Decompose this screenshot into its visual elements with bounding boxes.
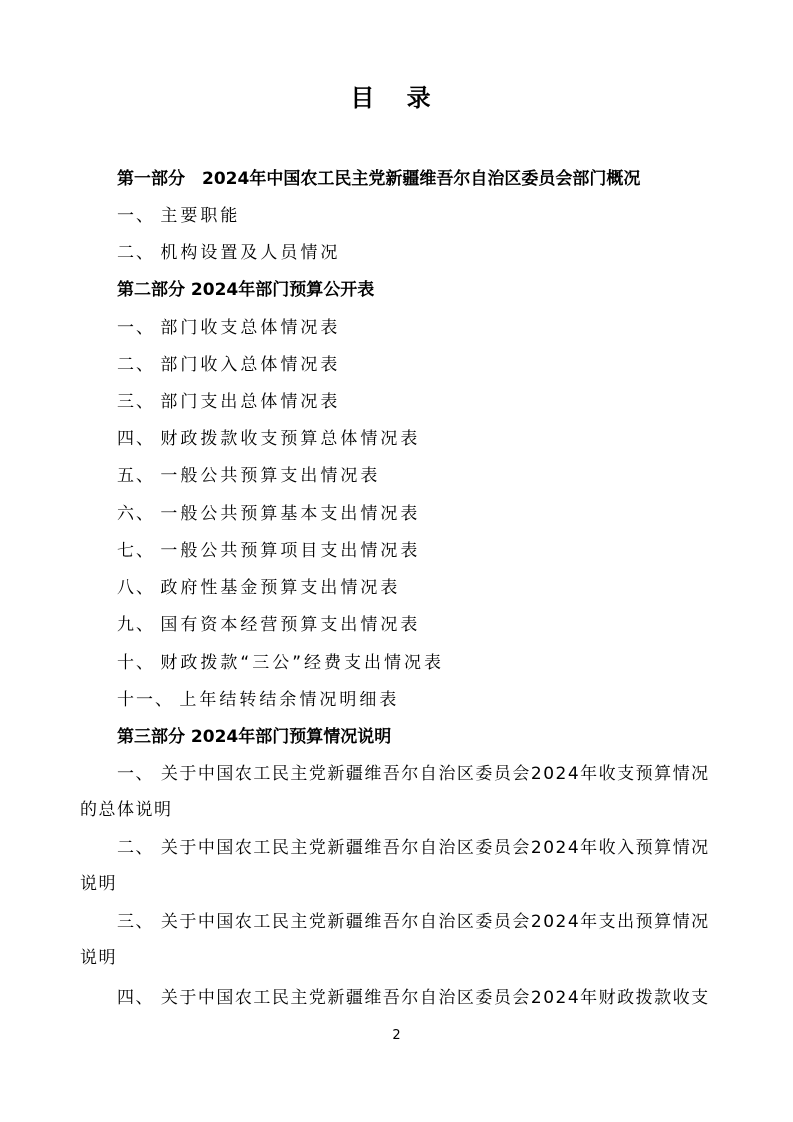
toc-item-number: 十、 (117, 653, 155, 673)
toc-item (117, 502, 420, 526)
toc-item-text: 主要职能 (160, 206, 241, 226)
toc-item-number: 八、 (117, 578, 155, 598)
toc-item-text: 机构设置及人员情况 (160, 243, 341, 263)
toc-item (117, 241, 340, 265)
toc-item-number: 二、 (117, 243, 155, 263)
toc-item (117, 316, 340, 340)
toc-paragraph: 二、 关于中国农工民主党新疆维吾尔自治区委员会2024年收入预算情况说明 (80, 838, 710, 894)
toc-item-text: 一般公共预算项目支出情况表 (160, 541, 421, 561)
toc-item-number: 二、 (117, 355, 155, 375)
toc-paragraph: 一、 关于中国农工民主党新疆维吾尔自治区委员会2024年收支预算情况的总体说明 (80, 764, 710, 820)
toc-item-text: 一般公共预算支出情况表 (160, 466, 381, 486)
toc-item-text: 国有资本经营预算支出情况表 (160, 615, 421, 635)
toc-title: 目 录 (350, 84, 443, 112)
toc-item (117, 353, 340, 377)
part1-heading: 第一部分 2024年中国农工民主党新疆维吾尔自治区委员会部门概况 (117, 169, 641, 189)
toc-item (117, 390, 340, 414)
toc-paragraph: 四、 关于中国农工民主党新疆维吾尔自治区委员会2024年财政拨款收支 (117, 988, 710, 1008)
toc-item (117, 651, 444, 675)
toc-item (117, 427, 420, 451)
toc-paragraph: 三、 关于中国农工民主党新疆维吾尔自治区委员会2024年支出预算情况说明 (80, 912, 710, 968)
part2-heading: 第二部分 2024年部门预算公开表 (117, 280, 375, 300)
toc-item-number: 六、 (117, 504, 155, 524)
toc-item (117, 688, 399, 712)
toc-item-number: 十一、 (117, 690, 174, 710)
toc-item-number: 三、 (117, 392, 155, 412)
part3-heading: 第三部分 2024年部门预算情况说明 (117, 727, 392, 747)
toc-item-number: 一、 (117, 206, 155, 226)
toc-item-text: 部门支出总体情况表 (160, 392, 341, 412)
toc-item-number: 一、 (117, 318, 155, 338)
toc-item-text: 部门收入总体情况表 (160, 355, 341, 375)
page-number: 2 (392, 1028, 401, 1043)
toc-item (117, 576, 400, 600)
toc-item-text: 财政拨款收支预算总体情况表 (160, 429, 421, 449)
toc-item (117, 204, 240, 228)
toc-item-number: 七、 (117, 541, 155, 561)
toc-item (117, 464, 380, 488)
toc-item-number: 九、 (117, 615, 155, 635)
toc-item-number: 四、 (117, 429, 155, 449)
toc-item-number: 五、 (117, 466, 155, 486)
toc-item (117, 539, 420, 563)
toc-item (117, 613, 420, 637)
toc-item-text: 上年结转结余情况明细表 (179, 690, 400, 710)
toc-item-text: 政府性基金预算支出情况表 (160, 578, 401, 598)
toc-item-text: 部门收支总体情况表 (160, 318, 341, 338)
toc-item-text: 财政拨款“三公”经费支出情况表 (160, 653, 445, 673)
toc-item-text: 一般公共预算基本支出情况表 (160, 504, 421, 524)
